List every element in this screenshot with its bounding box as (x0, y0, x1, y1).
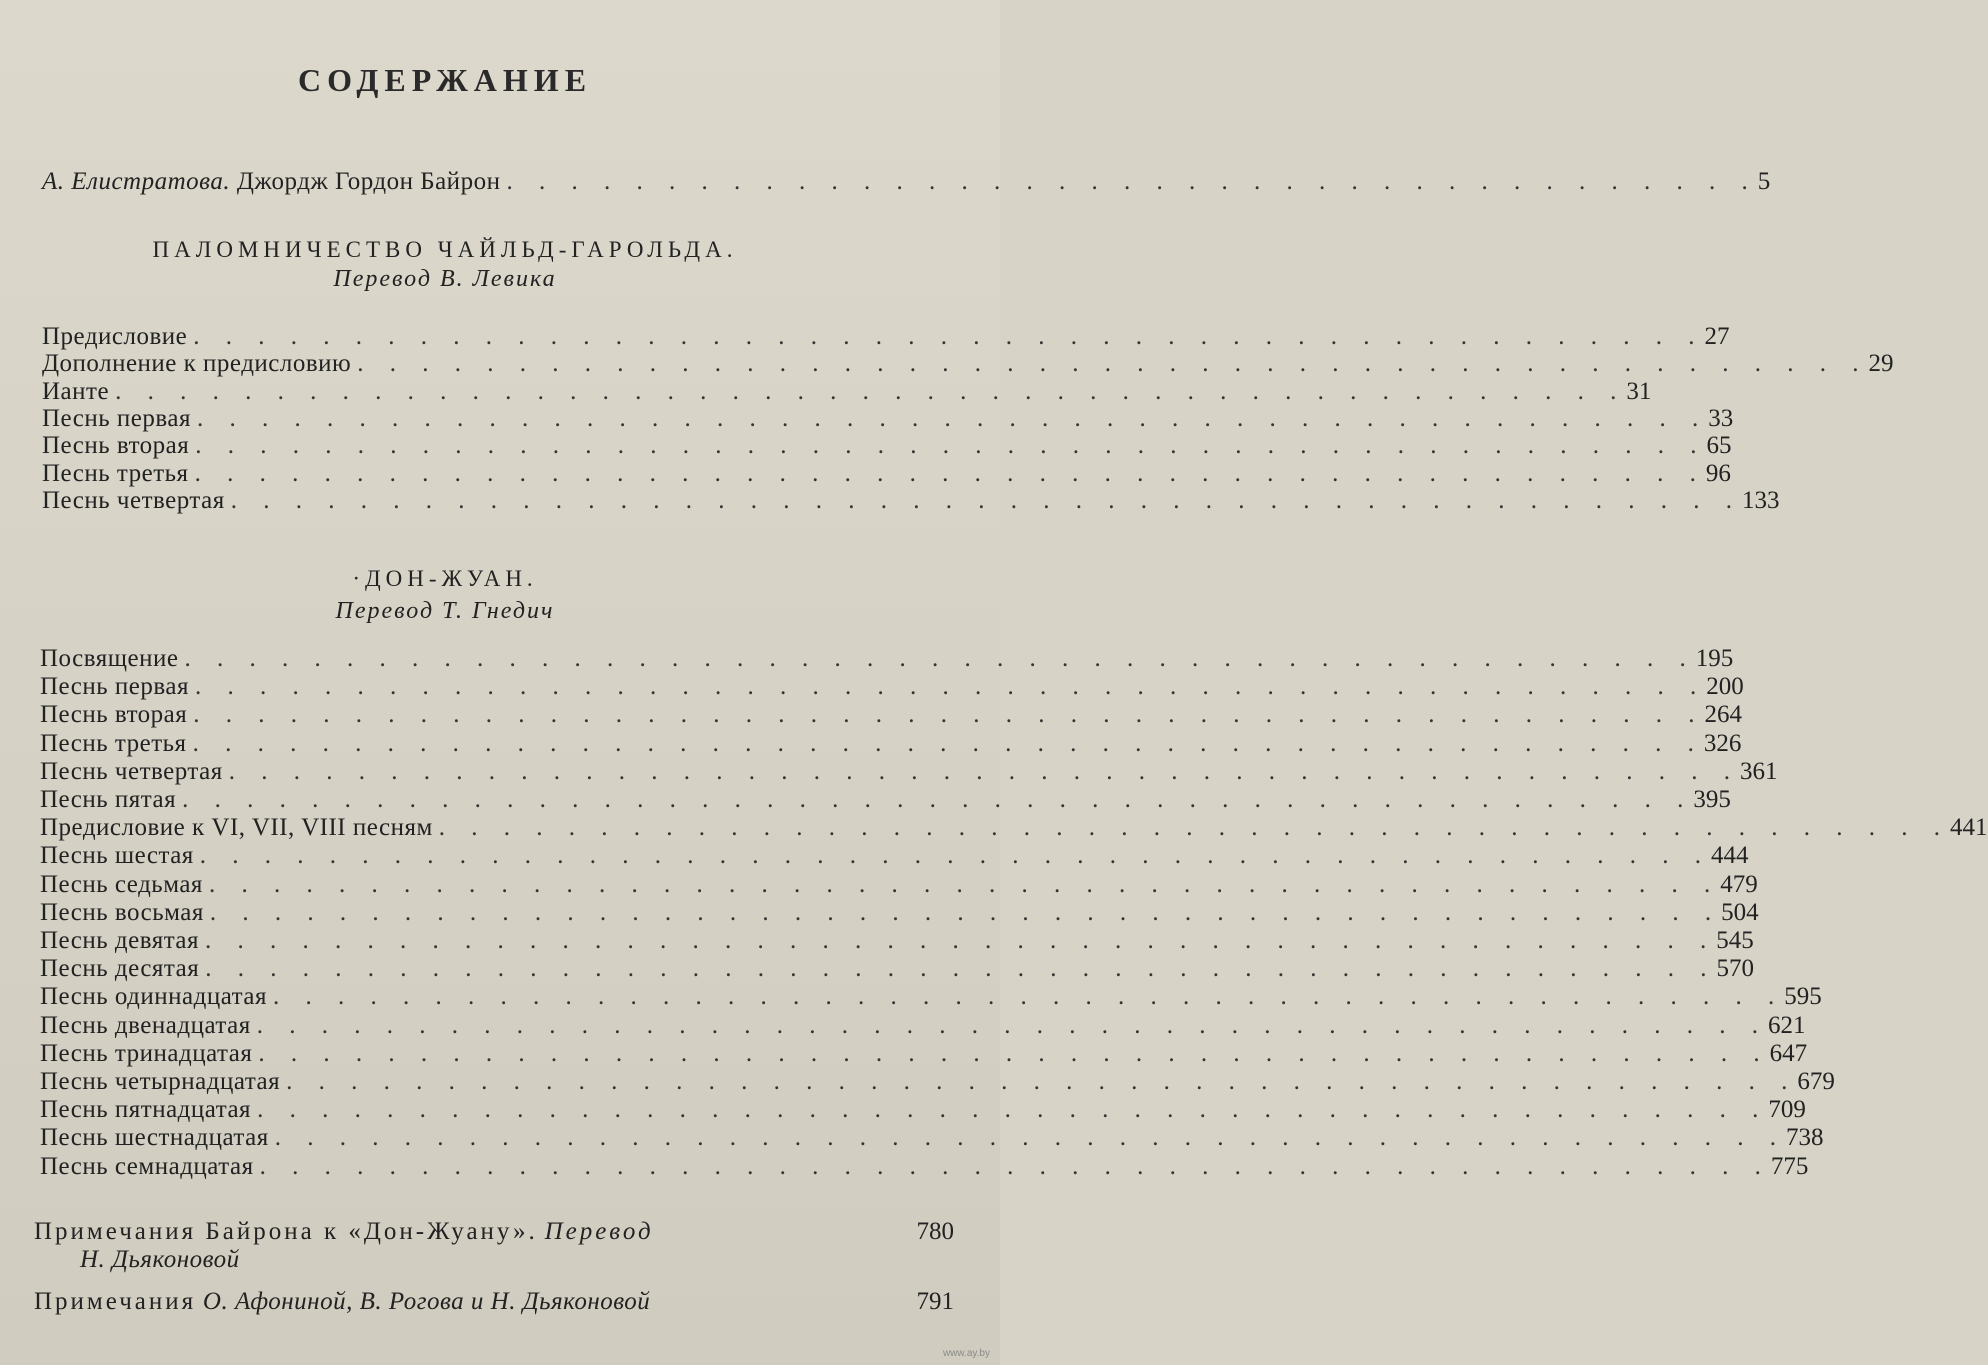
toc-notes-byron-row-cont (80, 1246, 680, 1274)
toc-row (40, 645, 1734, 673)
leader-dots: . . . . . . . . . . . . . . . . . . . . . . . . . . . . . . . . . . . . . . . . . . . . . . . (194, 459, 1706, 487)
leader-dots: . . . . . . . . . . . . . . . . . . . . . . . . . . . . . . . . . . . . . . . . . . . . . . . (115, 377, 1627, 405)
notes-commentary-authors: О. Афониной, В. Рогова и Н. Дьяконовой (202, 1288, 651, 1315)
intro-text: Джордж Гордон Байрон (236, 168, 501, 195)
page-number: 96 (1705, 459, 1731, 487)
page-number: 133 (1742, 486, 1780, 514)
section-translator-gnedich: Перевод Т. Гнедич (335, 598, 555, 624)
leader-dots: . . . . . . . . . . . . . . . . . . . . . . . . . . . . . . . . . . . . . . . . . . . . . . . (256, 1011, 1768, 1039)
toc-row (40, 673, 1744, 701)
leader-dots: . . . . . . . . . . . . . . . . . . . . . . . . . . . . . . . . . . . . . . . . . . . . . . . (274, 1124, 1786, 1152)
toc-row-label: Песнь тринадцатая (40, 1039, 253, 1067)
page-number: 679 (1797, 1068, 1835, 1095)
page-number: 326 (1703, 729, 1742, 757)
leader-dots: . . . . . . . . . . . . . . . . . . . . . . . . . . . . . . . . . . . . . . . . . . . . . . . (194, 673, 1707, 701)
toc-row (40, 842, 1749, 870)
page-number: 29 (1868, 350, 1894, 378)
toc-row (42, 432, 1732, 460)
leader-dots: . . . . . . . . . . . . . . . . . . . . . . . . . . . . . . . . . . . . . . . . . . . . . . . (230, 486, 1742, 514)
toc-notes-byron-row (34, 1218, 954, 1246)
toc-notes-commentary-row (34, 1288, 954, 1316)
toc-row (40, 983, 1822, 1011)
page-number: 738 (1786, 1124, 1824, 1152)
toc-row-label: Песнь седьмая (40, 870, 203, 898)
toc-row-label: Песнь третья (40, 729, 187, 757)
toc-row-label: Песнь шестая (40, 842, 194, 870)
toc-row (40, 729, 1742, 758)
leader-dots: . . . . . . . . . . . . . . . . . . . . . . . . . . . . . . . . . . . . . . . . . . . . . . . (286, 1068, 1798, 1095)
leader-dots: . . . . . . . . . . . . . . . . . . . . . . . . . . . . . . . . . . . . . . . . . . . . . . . (357, 350, 1869, 378)
toc-row (40, 1096, 1806, 1124)
page-number: 31 (1626, 377, 1652, 405)
page-number: 27 (1704, 323, 1730, 350)
toc-row-label: Песнь вторая (42, 432, 190, 460)
toc-row-label: Песнь десятая (40, 955, 200, 983)
toc-row (40, 1068, 1835, 1096)
page-number: 621 (1767, 1011, 1806, 1039)
toc-intro-label (42, 168, 500, 196)
toc-row (40, 701, 1743, 729)
toc-row-label: Песнь восьмая (40, 898, 204, 926)
toc-row-label: Посвящение (40, 645, 179, 672)
leader-dots: . . . . . . . . . . . . . . . . . . . . . . . . . . . . . . . . . . . . . . . . . . . . . . . (196, 404, 1709, 432)
leader-dots: . . . . . . . . . . . . . . . . . . . . . . . . . . . . . . . . . . . . . . . . . . . . . . . (258, 1039, 1770, 1067)
page-number: 780 (916, 1218, 954, 1245)
toc-row-label: Предисловие (42, 323, 188, 350)
page-number: 791 (916, 1288, 954, 1315)
toc-row (40, 955, 1755, 983)
toc-row (42, 459, 1731, 488)
toc-row-label: Песнь одиннадцатая (40, 983, 268, 1011)
page-title: СОДЕРЖАНИЕ (297, 62, 593, 98)
page-number: 479 (1720, 870, 1758, 898)
notes-byron-translator-name: Н. Дьяконовой (80, 1246, 240, 1273)
toc-row (40, 898, 1759, 927)
toc-row (40, 786, 1731, 814)
page-number: 545 (1716, 927, 1754, 954)
toc-row-label: Песнь четырнадцатая (40, 1068, 281, 1095)
toc-row-label: Песнь семнадцатая (40, 1152, 254, 1180)
toc-row-label: Песнь пятнадцатая (40, 1096, 252, 1124)
section-heading-childe-harold: ПАЛОМНИЧЕСТВО ЧАЙЛЬД-ГАРОЛЬДА. (152, 237, 738, 262)
intro-author: А. Елистратова. (42, 168, 231, 195)
toc-row-label: Предисловие к VI, VII, VIII песням (40, 814, 433, 842)
section-heading-don-juan: ·ДОН-ЖУАН. (352, 566, 538, 591)
page-number: 33 (1708, 404, 1734, 432)
leader-dots: . . . . . . . . . . . . . . . . . . . . . . . . . . . . . . . . . . . . . . . . . . . . . . . (184, 645, 1696, 672)
leader-dots: . . . . . . . . . . . . . . . . . . . . . . . . . . . . . . . . . . . . . . . . . . . . . . . (209, 898, 1722, 926)
toc-row-label: Ианте (42, 377, 110, 405)
page-number: 444 (1711, 842, 1749, 870)
page-number: 647 (1769, 1039, 1808, 1067)
leader-dots: . . . . . . . . . . . . . . . . . . . . . . . . . . . . . . . . . . . . . . . . . . . . . . . (205, 955, 1717, 983)
leader-dots: . . . . . . . . . . . . . . . . . . . . . . . . . . . . . . . . . . . . . . . . . . . . . . . (438, 814, 1951, 842)
notes-byron-title: Примечания Байрона к «Дон-Жуану». (34, 1218, 538, 1245)
toc-row (40, 870, 1758, 899)
leader-dots: . . . . . . . . . . . . . . . . . . . . . . . . . . . . . . . . . . . . . . . . . . . . . . . (257, 1096, 1769, 1124)
page-number: 441 (1950, 814, 1988, 842)
leader-dots: . . . . . . . . . . . . . . . . . . . . . . . . . . . . . . . . . . . . . . . . . . . . . . . (182, 786, 1694, 813)
toc-notes-commentary-label (34, 1288, 650, 1316)
toc-row-label: Песнь третья (42, 459, 189, 487)
toc-row-label: Песнь девятая (40, 927, 200, 954)
toc-row (42, 323, 1730, 351)
leader-dots: . . . . . . . . . . . . . . . . . . . . . . . . . . . . . . . . . . . . . . . . . . . . . . . (205, 927, 1717, 954)
toc-row (40, 927, 1754, 955)
page-number: 264 (1704, 701, 1743, 729)
toc-row (40, 1124, 1824, 1152)
page-number: 200 (1706, 673, 1744, 701)
toc-row-label: Песнь четвертая (42, 486, 225, 514)
page-number: 5 (1757, 168, 1771, 195)
page-number: 361 (1740, 757, 1778, 785)
leader-dots: . . . . . . . . . . . . . . . . . . . . . . . . . . . . . . . . . . . . . . . . . . . . . . . (208, 870, 1721, 898)
page-number: 595 (1784, 983, 1822, 1011)
toc-row-label: Песнь первая (42, 404, 191, 432)
page-number: 504 (1721, 898, 1759, 926)
leader-dots: . . . . . . . . . . . . . . . . . . . . . . . . . . . . . . . . . . . . . . . . . . . . . . . (199, 842, 1712, 870)
toc-row-label: Песнь двенадцатая (40, 1011, 251, 1039)
leader-dots: . . . . . . . . . . . . . . . . . . . . . . . . . . . . . . . . . . . . . . . . . . . . . . . (259, 1152, 1771, 1180)
toc-row (42, 486, 1780, 515)
page-number: 65 (1706, 432, 1732, 460)
page-number: 395 (1693, 786, 1731, 813)
toc-row-label: Песнь первая (40, 673, 189, 701)
toc-row-label: Песнь шестнадцатая (40, 1124, 269, 1152)
leader-dots: . . . . . . . . . . . . . . . . . . . . . . . . . . . . . . . . . . . . . . . . . . . . . . . (192, 729, 1704, 757)
page-number: 775 (1770, 1152, 1809, 1180)
toc-row-label: Песнь вторая (40, 701, 188, 729)
toc-row-label: Песнь четвертая (40, 757, 223, 785)
watermark: www.ay.by (942, 1348, 990, 1359)
page-number: 195 (1695, 645, 1734, 672)
leader-dots: . . . . . . . . . . . . . . . . . . . . . . . . . . . . . . . . . . . . . . . (506, 168, 1758, 195)
leader-dots: . . . . . . . . . . . . . . . . . . . . . . . . . . . . . . . . . . . . . . . . . . . . . . . (193, 701, 1705, 729)
page-number: 570 (1716, 955, 1755, 983)
section-translator-levik: Перевод В. Левика (333, 266, 557, 292)
page-number: 709 (1768, 1096, 1806, 1124)
toc-row (40, 814, 1988, 842)
toc-row (40, 1152, 1809, 1181)
toc-row (40, 1011, 1806, 1040)
notes-commentary-title: Примечания (34, 1288, 197, 1315)
toc-row (40, 1039, 1808, 1068)
toc-row (42, 404, 1734, 433)
leader-dots: . . . . . . . . . . . . . . . . . . . . . . . . . . . . . . . . . . . . . . . . . . . . . . . (195, 432, 1707, 460)
notes-byron-translator-prefix: Перевод (544, 1218, 654, 1245)
leader-dots: . . . . . . . . . . . . . . . . . . . . . . . . . . . . . . . . . . . . . . . . . . . . . . . (273, 983, 1785, 1011)
toc-row-label: Песнь пятая (40, 786, 177, 813)
leader-dots: . . . . . . . . . . . . . . . . . . . . . . . . . . . . . . . . . . . . . . . . . . . . . . . (193, 323, 1705, 350)
toc-notes-byron-label (34, 1218, 654, 1246)
leader-dots: . . . . . . . . . . . . . . . . . . . . . . . . . . . . . . . . . . . . . . . . . . . . . . . (228, 757, 1740, 785)
toc-row-label: Дополнение к предисловию (42, 350, 352, 378)
toc-row (42, 350, 1894, 378)
toc-intro-row (42, 168, 1771, 196)
toc-row (42, 377, 1652, 406)
toc-row (40, 757, 1778, 786)
